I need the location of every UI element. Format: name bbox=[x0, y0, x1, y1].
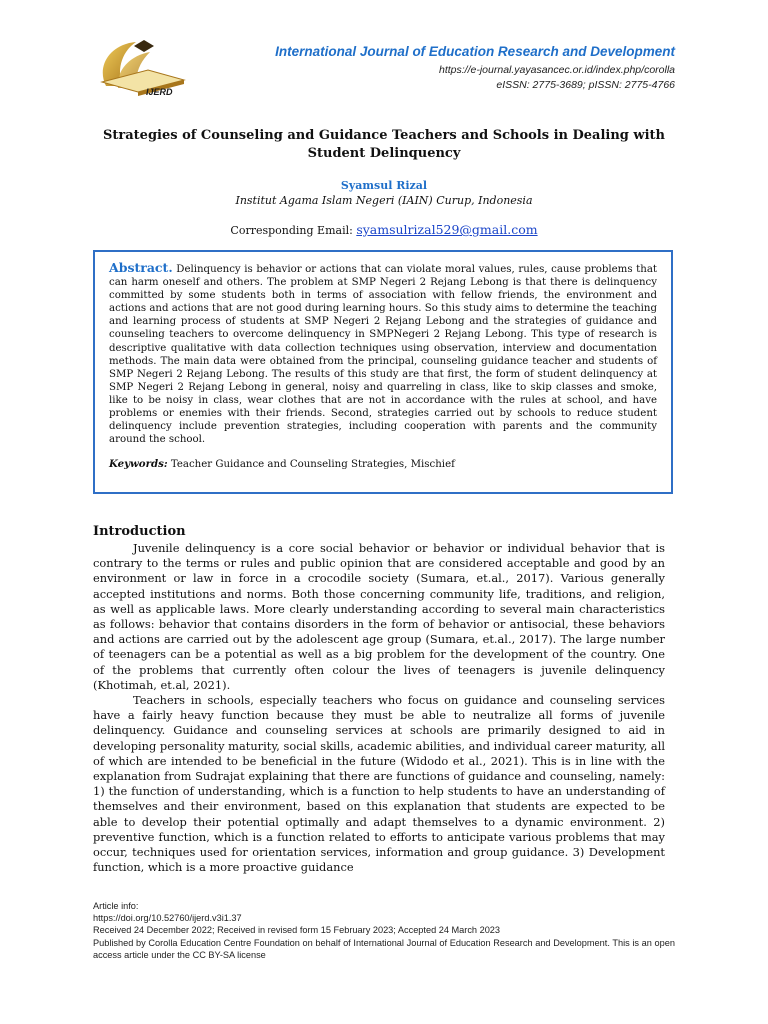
email-link[interactable]: syamsulrizal529@gmail.com bbox=[356, 222, 538, 237]
journal-logo-icon bbox=[88, 36, 198, 98]
abstract-paragraph bbox=[109, 261, 657, 446]
introduction-body bbox=[93, 541, 665, 875]
paper-title bbox=[100, 127, 668, 163]
corresponding-email-line bbox=[0, 222, 768, 237]
introduction-heading: Introduction bbox=[93, 524, 186, 539]
journal-url[interactable]: https://e-journal.yayasancec.or.id/index.php/corolla bbox=[439, 64, 675, 76]
abstract-text: Delinquency is behavior or actions that can violate moral values, rules, cause problems that can harm oneself and others. The problem at SMP Negeri 2 Rejang Lebong is that there is delinquency committed by some students both in terms of association with fellow friends, the environment and actions and actions that are not good during learning hours. So this study aims to determine the teaching and learning process of students at SMP Negeri 2 Rejang Lebong and the strategies of guidance and counseling teachers to overcome delinquency in SMPNegeri 2 Rejang Lebong. This type of research is descriptive qualitative with data collection techniques using observation, interview and documentation methods. The main data were obtained from the principal, counseling guidance teacher and students of SMP Negeri 2 Rejang Lebong. The results of this study are that first, the form of student delinquency at SMP Negeri 2 Rejang Lebong in general, noisy and quarreling in class, like to skip classes and smoke, like to be noisy in class, wear clothes that are not in accordance with the rules at school, and have problems or enemies with their friends. Second, strategies carried out by schools to reduce student delinquency include prevention strategies, including cooperation with parents and the community around the school. bbox=[109, 264, 657, 446]
journal-name: International Journal of Education Research and Development bbox=[275, 44, 675, 59]
logo-text: IJERD bbox=[146, 87, 173, 97]
keywords-text: Teacher Guidance and Counseling Strategies, Mischief bbox=[167, 459, 455, 471]
author-affiliation: Institut Agama Islam Negeri (IAIN) Curup, Indonesia bbox=[235, 194, 533, 207]
article-info-label: Article info: bbox=[93, 901, 139, 911]
author-name: Syamsul Rizal bbox=[340, 179, 428, 192]
doi-link[interactable]: https://doi.org/10.52760/ijerd.v3i1.37 bbox=[93, 913, 242, 924]
abstract-label: Abstract. bbox=[109, 260, 173, 275]
article-info-footer bbox=[93, 900, 675, 961]
received-dates: Received 24 December 2022; Received in revised form 15 February 2023; Accepted 24 March 2023 bbox=[93, 925, 501, 936]
keywords-line bbox=[109, 458, 657, 470]
paper-title-line2: Student Delinquency bbox=[307, 146, 461, 161]
publisher-license: Published by Corolla Education Centre Foundation on behalf of International Journal of Education Research and Development. This is an open access article under the CC BY-SA license bbox=[93, 937, 675, 960]
introduction-paragraph-1: Juvenile delinquency is a core social behavior or behavior or individual behavior that is contrary to the terms or rules and public opinion that are considered acceptable and good by an environment or law in force in a crocodile society (Sumara, et.al., 2017). Various generally accepted institutions and norms. Both those concerning community life, traditions, and religion, as well as applicable laws. More clearly understanding according to several main characteristics as follows: behavior that contains disorders in the form of behavior or antisocial, these behaviors and actions are carried out by the adolescent age group (Sumara, et.al., 2017). The large number of teenagers can be a potential as well as a big problem for the development of the country. One of the problems that currently often colour the lives of teenagers is juvenile delinquency (Khotimah, et.al, 2021). bbox=[93, 541, 665, 692]
journal-issn: eISSN: 2775-3689; pISSN: 2775-4766 bbox=[496, 79, 675, 91]
paper-title-line1: Strategies of Counseling and Guidance Teachers and Schools in Dealing with bbox=[103, 128, 665, 143]
keywords-label: Keywords: bbox=[109, 458, 168, 471]
introduction-paragraph-2: Teachers in schools, especially teachers who focus on guidance and counseling services have a fairly heavy function because they must be able to neutralize all forms of juvenile delinquency. Guidance and counseling services at schools are primarily designed to aid in developing personality maturity, social skills, academic abilities, and individual career maturity, all of which are intended to be beneficial in the future (Widodo et al., 2021). This is in line with the explanation from Sudrajat explaining that there are functions of guidance and counseling, namely: 1) the function of understanding, which is a function to help students to have an understanding of themselves and their environment, based on this explanation that students are expected to be able to develop their potential optimally and adapt themselves to a dynamic environment. 2) preventive function, which is a function related to efforts to anticipate various problems that may occur, techniques used for orientation services, information and group guidance. 3) Development function, which is a more proactive guidance bbox=[93, 693, 665, 875]
abstract-box bbox=[93, 250, 673, 494]
journal-header bbox=[0, 0, 768, 110]
email-label: Corresponding Email: bbox=[230, 224, 357, 237]
